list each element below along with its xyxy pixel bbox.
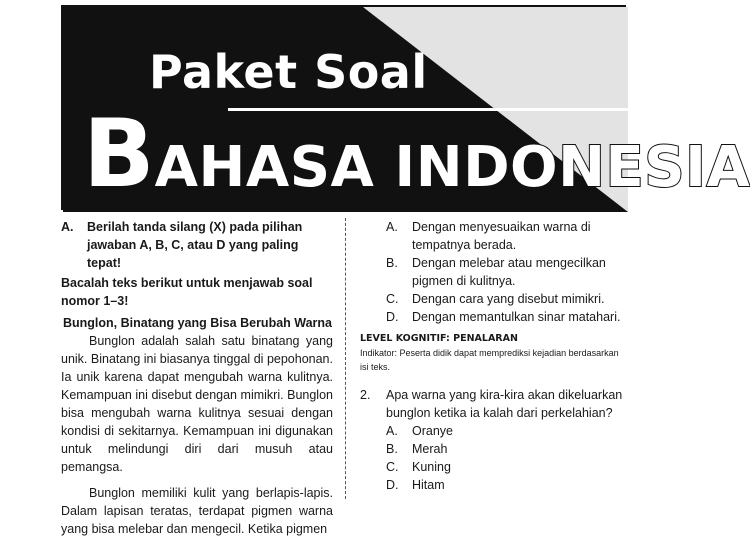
story-paragraph: Bunglon memiliki kulit yang berlapis-lapis. Dalam lapisan teratas, terdapat pigmen warna yang bisa melebar dan mengecil. Ketika pigmen: [61, 486, 333, 536]
cognitive-level: LEVEL KOGNITIF: PENALARAN: [360, 333, 518, 344]
option-text: Hitam: [412, 478, 445, 492]
question-2: [360, 386, 628, 422]
option-text: Merah: [412, 442, 448, 456]
q1-option-b: [360, 254, 628, 290]
indicator-text: Indikator: Peserta didik dapat memprediksi kejadian berdasarkan isi teks.: [360, 348, 619, 372]
instruction-text: Berilah tanda silang (X) pada pilihan jawaban A, B, C, atau D yang paling tepat!: [87, 220, 303, 270]
option-letter: C.: [386, 460, 399, 474]
q1-option-d: [360, 308, 628, 326]
subject-rest: AHASA INDONESIA: [154, 135, 750, 200]
q1-option-a: [360, 218, 628, 254]
option-letter: C.: [386, 292, 399, 306]
option-text: Kuning: [412, 460, 451, 474]
instruction: [61, 218, 333, 272]
option-letter: A.: [386, 424, 398, 438]
option-letter: B.: [386, 256, 398, 270]
read-prompt: Bacalah teks berikut untuk menjawab soal nomor 1–3!: [61, 276, 313, 308]
question-text: Apa warna yang kira-kira akan dikeluarkan bunglon ketika ia kalah dari perkelahian?: [386, 388, 623, 420]
option-text: Dengan cara yang disebut mimikri.: [412, 292, 605, 306]
q2-option-d: [360, 476, 628, 494]
option-text: Dengan melebar atau mengecilkan pigmen di kulitnya.: [412, 256, 606, 288]
q2-option-b: [360, 440, 628, 458]
left-column: [61, 218, 333, 538]
option-text: Dengan memantulkan sinar matahari.: [412, 310, 621, 324]
question-number: 2.: [360, 388, 371, 402]
story-title: Bunglon, Binatang yang Bisa Berubah Warna: [63, 316, 333, 330]
banner-subject: [83, 100, 750, 209]
option-letter: D.: [386, 310, 399, 324]
q1-option-c: [360, 290, 628, 308]
subject-initial: B: [83, 100, 155, 209]
option-letter: A.: [386, 220, 398, 234]
q2-option-c: [360, 458, 628, 476]
right-column: [360, 218, 628, 494]
q2-option-a: [360, 422, 628, 440]
option-letter: D.: [386, 478, 399, 492]
option-text: Dengan menyesuaikan warna di tempatnya berada.: [412, 220, 591, 252]
option-text: Oranye: [412, 424, 453, 438]
title-banner: [61, 5, 750, 210]
banner-title: Paket Soal: [149, 45, 428, 99]
option-letter: B.: [386, 442, 398, 456]
story-paragraph: Bunglon adalah salah satu binatang yang unik. Binatang ini biasanya tinggal di pepohonan. Ia unik karena dapat mengubah warna kulitnya. Kemampuan ini disebut dengan mimikri. Bunglon bisa mengubah warna kulitnya sesuai dengan kondisi di sekitarnya. Kemampuan ini digunakan untuk melindungi diri dari musuh atau pemangsa.: [61, 334, 333, 474]
column-divider: [345, 218, 346, 499]
instruction-label: A.: [61, 220, 74, 234]
